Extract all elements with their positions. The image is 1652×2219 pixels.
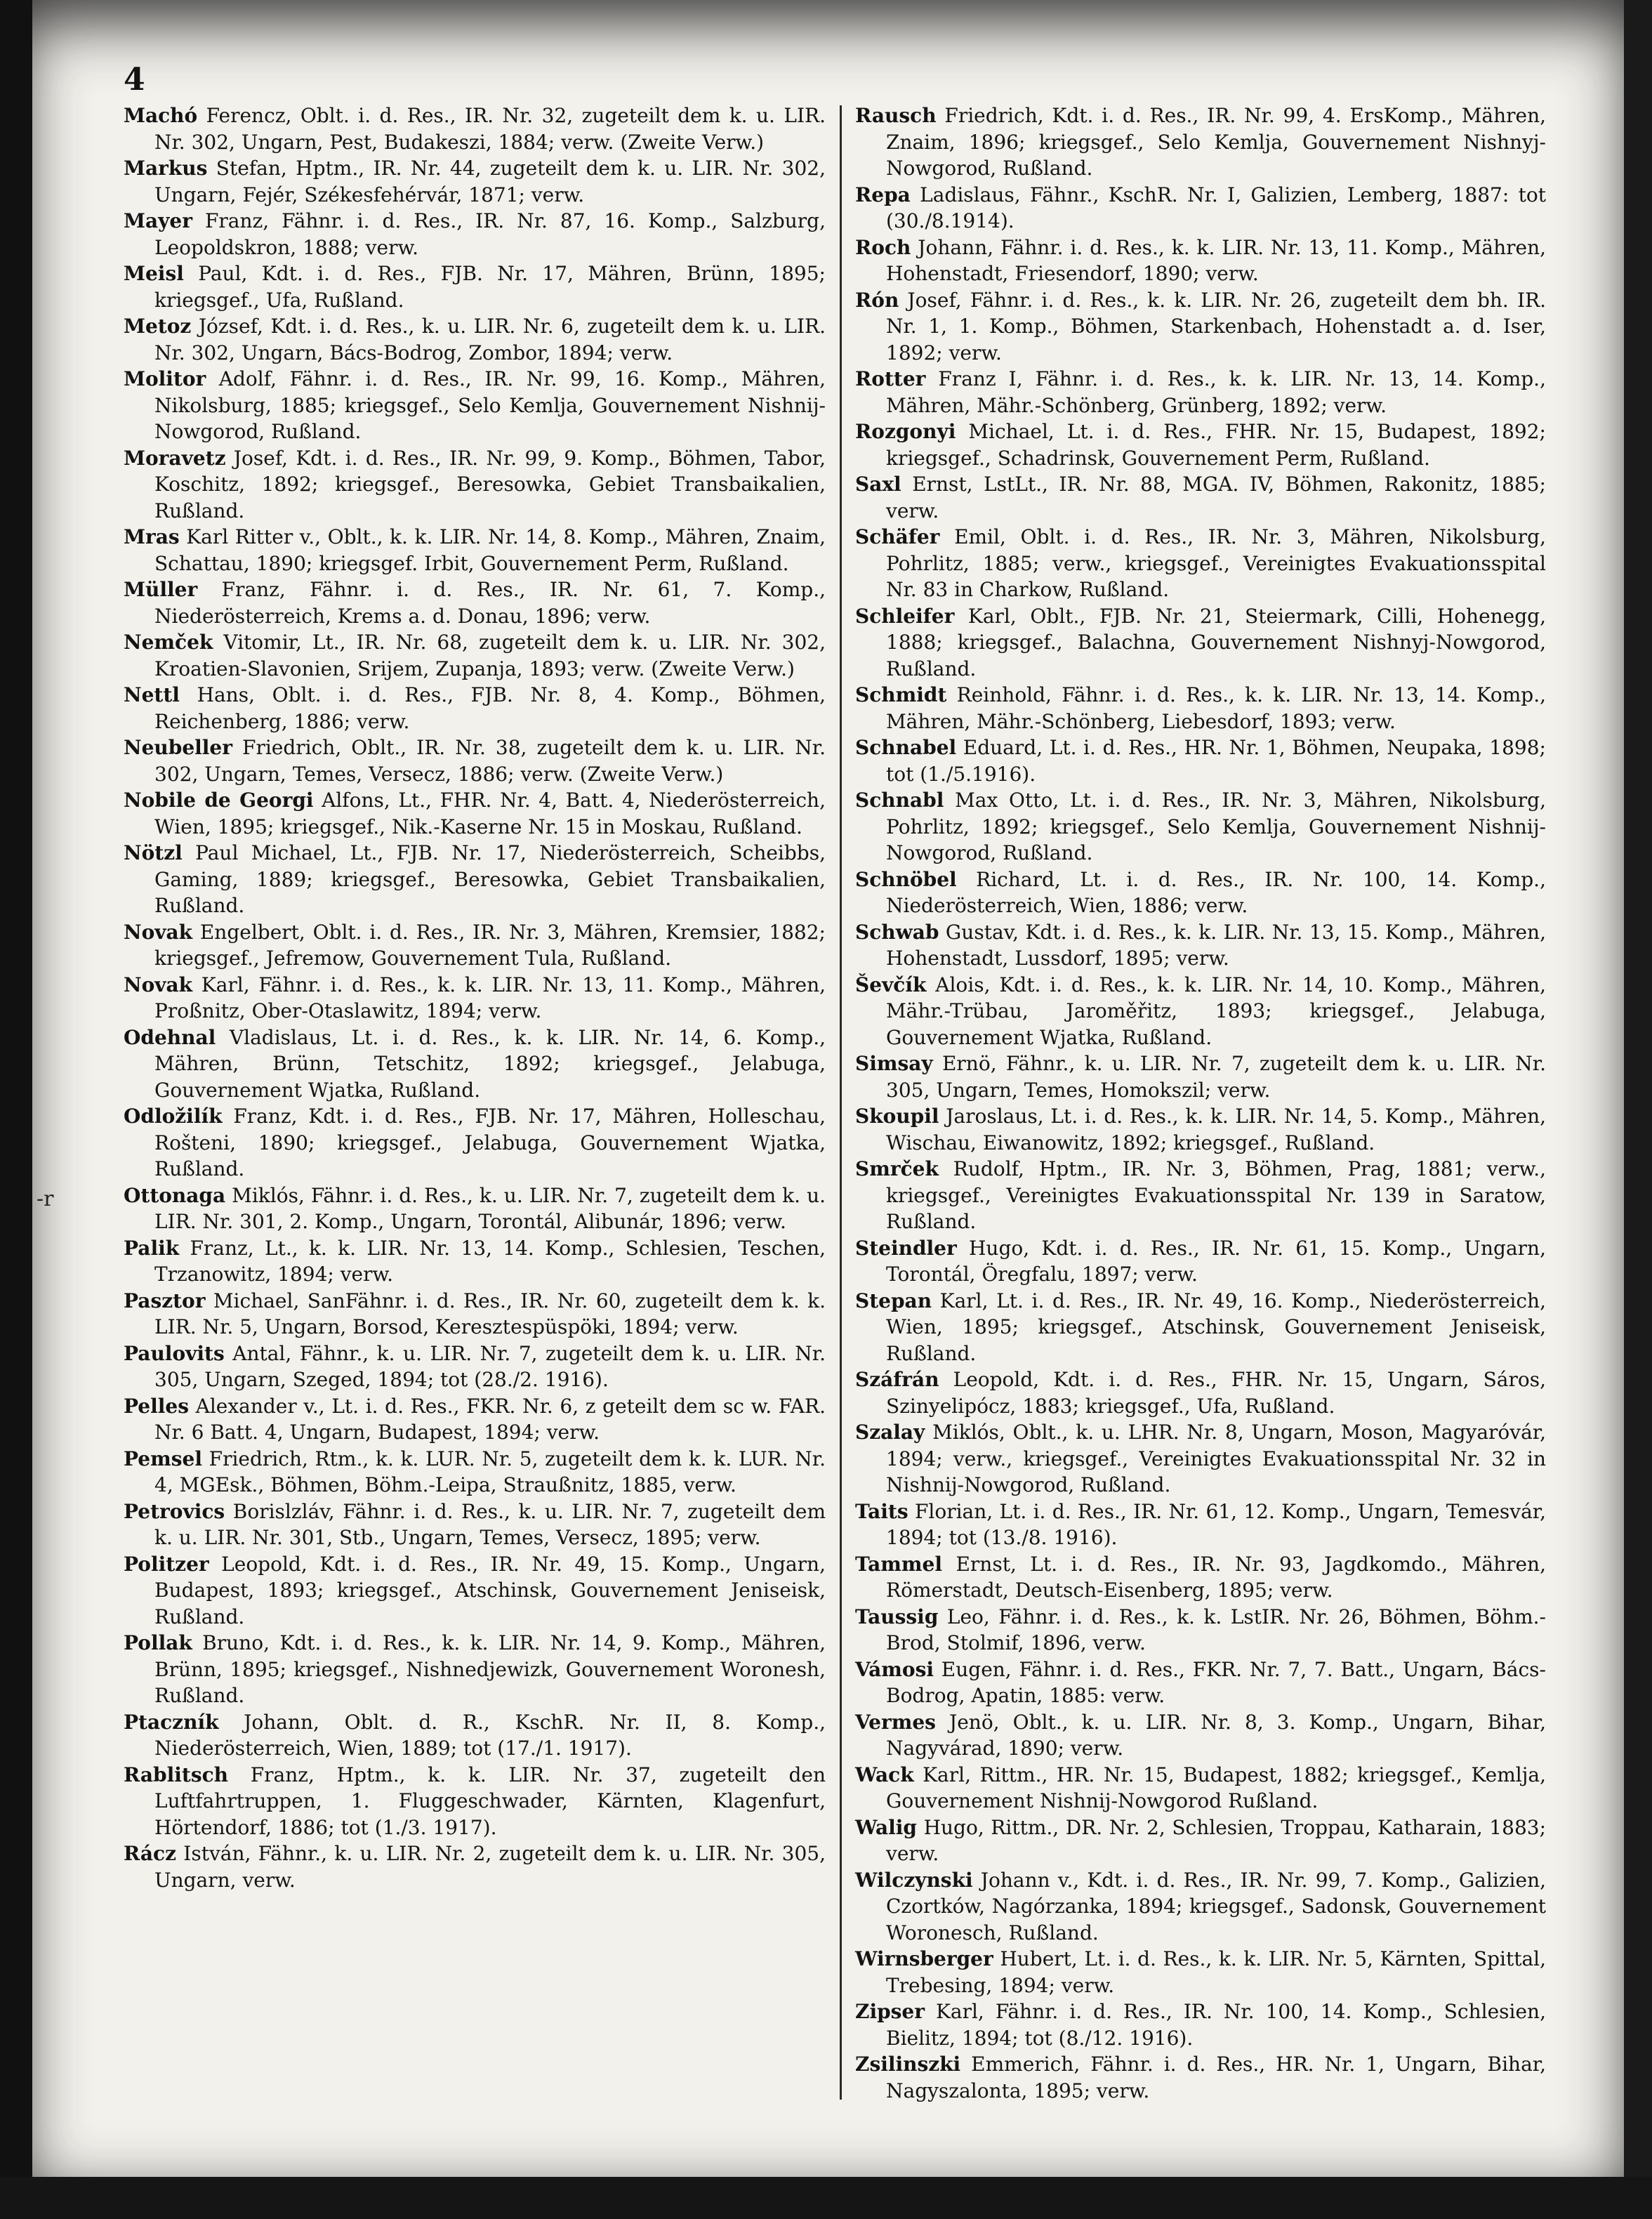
- margin-mark: -r: [37, 1187, 54, 1211]
- roster-entry: [855, 787, 1546, 867]
- roster-entry: [855, 1499, 1546, 1551]
- roster-entry: [855, 1946, 1546, 1999]
- entry-surname: Steindler: [855, 1236, 957, 1260]
- entry-surname: Novak: [124, 973, 193, 996]
- roster-entry: [855, 1604, 1546, 1657]
- roster-entry: [124, 1630, 826, 1709]
- roster-entry: [124, 577, 826, 629]
- entry-surname: Vermes: [855, 1710, 936, 1734]
- roster-entry: [855, 524, 1546, 603]
- entry-details: Reinhold, Fähnr. i. d. Res., k. k. LIR. Nr. 13, 14. Komp., Mähren, Mähr.-Schönberg, Liebesdorf, 1893; verw.: [886, 683, 1546, 733]
- entry-surname: Mayer: [124, 209, 192, 232]
- entry-details: Max Otto, Lt. i. d. Res., IR. Nr. 3, Mähren, Nikolsburg, Pohrlitz, 1892; kriegsgef., Selo Kemlja, Gouvernement Nishnij-Nowgorod, Rußland.: [886, 789, 1546, 864]
- entry-surname: Taits: [855, 1499, 908, 1523]
- roster-entry: [124, 1841, 826, 1893]
- entry-surname: Rozgonyi: [855, 420, 956, 443]
- entry-details: Karl, Rittm., HR. Nr. 15, Budapest, 1882; kriegsgef., Kemlja, Gouvernement Nishnij-Nowgorod Rußland.: [886, 1763, 1546, 1812]
- entry-details: Engelbert, Oblt. i. d. Res., IR. Nr. 3, Mähren, Kremsier, 1882; kriegsgef., Jefremow, Gouvernement Tula, Rußland.: [154, 920, 826, 970]
- entry-details: Karl, Oblt., FJB. Nr. 21, Steiermark, Cilli, Hohenegg, 1888; kriegsgef., Balachna, Gouvernement Nishnyj-Nowgorod, Rußland.: [886, 604, 1546, 680]
- entry-surname: Száfrán: [855, 1368, 939, 1391]
- entry-surname: Petrovics: [124, 1499, 225, 1523]
- entry-details: Friedrich, Rtm., k. k. LUR. Nr. 5, zugeteilt dem k. k. LUR. Nr. 4, MGEsk., Böhmen, Böhm.-Leipa, Straußnitz, 1885, verw.: [154, 1447, 826, 1496]
- roster-entry: [855, 1419, 1546, 1499]
- entry-surname: Pollak: [124, 1631, 192, 1654]
- roster-entry: [124, 208, 826, 261]
- entry-surname: Walig: [855, 1815, 918, 1839]
- scan-edge-right: [1624, 0, 1652, 2219]
- roster-entry: [855, 972, 1546, 1051]
- entry-details: Johann, Fähnr. i. d. Res., k. k. LIR. Nr. 13, 11. Komp., Mähren, Hohenstadt, Friesendorf, 1890; verw.: [886, 235, 1546, 285]
- entry-surname: Novak: [124, 920, 193, 944]
- entry-details: Franz, Kdt. i. d. Res., FJB. Nr. 17, Mähren, Holleschau, Rošteni, 1890; kriegsgef., Jelabuga, Gouvernement Wjatka, Rußland.: [154, 1105, 826, 1180]
- entry-details: Vladislaus, Lt. i. d. Res., k. k. LIR. Nr. 14, 6. Komp., Mähren, Brünn, Tetschitz, 1892; kriegsgef., Jelabuga, Gouvernement Wjatka, Rußland.: [154, 1025, 826, 1102]
- entry-surname: Repa: [855, 183, 911, 206]
- entry-details: Emil, Oblt. i. d. Res., IR. Nr. 3, Mähren, Nikolsburg, Pohrlitz, 1885; verw., kriegsgef., Vereinigtes Evakuationsspital Nr. 83 in Charkow, Rußland.: [886, 525, 1546, 601]
- entry-surname: Schäfer: [855, 525, 940, 548]
- entry-details: Miklós, Oblt., k. u. LHR. Nr. 8, Ungarn, Moson, Magyaróvár, 1894; verw., kriegsgef., Vereinigtes Evakuationsspital Nr. 32 in Nishnij-Nowgorod, Rußland.: [886, 1421, 1546, 1496]
- entry-details: Franz, Hptm., k. k. LIR. Nr. 37, zugeteilt den Luftfahrtruppen, 1. Fluggeschwader, Kärnten, Klagenfurt, Hörtendorf, 1886; tot (1./3. 1917).: [154, 1763, 826, 1839]
- entry-surname: Ottonaga: [124, 1183, 226, 1207]
- entry-surname: Nötzl: [124, 841, 183, 864]
- roster-entry: [855, 471, 1546, 524]
- entry-details: Alexander v., Lt. i. d. Res., FKR. Nr. 6, z geteilt dem sc w. FAR. Nr. 6 Batt. 4, Ungarn, Budapest, 1894; verw.: [154, 1394, 826, 1444]
- entry-details: Karl, Fähnr. i. d. Res., k. k. LIR. Nr. 13, 11. Komp., Mähren, Proßnitz, Ober-Otaslawitz, 1894; verw.: [154, 973, 826, 1022]
- entry-surname: Taussig: [855, 1605, 939, 1628]
- entry-details: Karl Ritter v., Oblt., k. k. LIR. Nr. 14, 8. Komp., Mähren, Znaim, Schattau, 1890; kriegsgef. Irbit, Gouvernement Perm, Rußland.: [154, 525, 826, 575]
- roster-entry: [124, 840, 826, 919]
- entry-surname: Schnöbel: [855, 867, 957, 891]
- entry-surname: Schmidt: [855, 683, 947, 706]
- right-column: [855, 103, 1546, 2104]
- entry-details: Stefan, Hptm., IR. Nr. 44, zugeteilt dem k. u. LIR. Nr. 302, Ungarn, Fejér, Székesfehérvár, 1871; verw.: [154, 157, 826, 206]
- roster-entry: [124, 787, 826, 840]
- entry-details: Johann, Oblt. d. R., KschR. Nr. II, 8. Komp., Niederösterreich, Wien, 1889; tot (17./1. 1917).: [154, 1710, 826, 1760]
- entry-surname: Politzer: [124, 1552, 209, 1576]
- entry-surname: Metoz: [124, 315, 192, 338]
- entry-details: Franz, Lt., k. k. LIR. Nr. 13, 14. Komp., Schlesien, Teschen, Trzanowitz, 1894; verw.: [154, 1236, 826, 1286]
- roster-entry: [855, 919, 1546, 972]
- entry-details: Friedrich, Oblt., IR. Nr. 38, zugeteilt dem k. u. LIR. Nr. 302, Ungarn, Temes, Versecz, 1886; verw. (Zweite Verw.): [154, 736, 826, 786]
- roster-entry: [855, 1288, 1546, 1367]
- entry-details: Michael, SanFähnr. i. d. Res., IR. Nr. 60, zugeteilt dem k. k. LIR. Nr. 5, Ungarn, Borsod, Keresztespüspöki, 1894; verw.: [154, 1289, 826, 1338]
- roster-entry: [124, 155, 826, 208]
- entry-details: Paul Michael, Lt., FJB. Nr. 17, Niederösterreich, Scheibbs, Gaming, 1889; kriegsgef., Beresowka, Gebiet Transbaikalien, Rußland.: [154, 841, 826, 917]
- entry-surname: Roch: [855, 235, 911, 259]
- roster-entry: [855, 1867, 1546, 1947]
- entry-surname: Nettl: [124, 683, 180, 706]
- roster-entry: [124, 313, 826, 366]
- scan-edge-left: [0, 0, 32, 2219]
- roster-entry: [124, 1393, 826, 1446]
- entry-details: Borislzláv, Fähnr. i. d. Res., k. u. LIR. Nr. 7, zugeteilt dem k. u. LIR. Nr. 301, Stb., Ungarn, Temes, Versecz, 1895; verw.: [154, 1499, 826, 1549]
- entry-details: Hugo, Kdt. i. d. Res., IR. Nr. 61, 15. Komp., Ungarn, Torontál, Öregfalu, 1897; verw.: [886, 1236, 1546, 1286]
- roster-entry: [124, 735, 826, 787]
- entry-surname: Odehnal: [124, 1025, 216, 1049]
- entry-surname: Wack: [855, 1763, 914, 1786]
- entry-surname: Machó: [124, 104, 198, 127]
- entry-surname: Nemček: [124, 631, 213, 654]
- roster-entry: [855, 235, 1546, 287]
- entry-surname: Zipser: [855, 2000, 925, 2023]
- entry-details: Jaroslaus, Lt. i. d. Res., k. k. LIR. Nr. 14, 5. Komp., Mähren, Wischau, Eiwanowitz, 1892; kriegsgef., Rußland.: [886, 1105, 1546, 1154]
- entry-details: Eduard, Lt. i. d. Res., HR. Nr. 1, Böhmen, Neupaka, 1898; tot (1./5.1916).: [886, 736, 1546, 786]
- entry-surname: Palik: [124, 1236, 180, 1260]
- entry-details: Alfons, Lt., FHR. Nr. 4, Batt. 4, Niederösterreich, Wien, 1895; kriegsgef., Nik.-Kaserne Nr. 15 in Moskau, Rußland.: [154, 789, 826, 838]
- roster-entry: [855, 867, 1546, 919]
- entry-details: Johann v., Kdt. i. d. Res., IR. Nr. 99, 7. Komp., Galizien, Czortków, Nagórzanka, 1894; kriegsgef., Sadonsk, Gouvernement Woronesch, Rußland.: [886, 1868, 1546, 1944]
- entry-surname: Zsilinszki: [855, 2053, 961, 2076]
- entry-surname: Schleifer: [855, 604, 955, 628]
- page-number: 4: [124, 62, 145, 98]
- roster-entry: [124, 1446, 826, 1499]
- entry-surname: Markus: [124, 157, 208, 180]
- roster-entry: [124, 1288, 826, 1341]
- roster-entry: [855, 1657, 1546, 1709]
- entry-surname: Nobile de Georgi: [124, 789, 314, 812]
- entry-details: Jenö, Oblt., k. u. LIR. Nr. 8, 3. Komp., Ungarn, Bihar, Nagyvárad, 1890; verw.: [886, 1710, 1546, 1760]
- roster-entry: [855, 1999, 1546, 2051]
- roster-entry: [124, 103, 826, 155]
- entry-details: Franz, Fähnr. i. d. Res., IR. Nr. 61, 7. Komp., Niederösterreich, Krems a. d. Donau, 1896; verw.: [154, 578, 826, 628]
- roster-entry: [855, 103, 1546, 182]
- column-divider: [840, 105, 842, 2100]
- entry-details: Hans, Oblt. i. d. Res., FJB. Nr. 8, 4. Komp., Böhmen, Reichenberg, 1886; verw.: [154, 683, 826, 733]
- entry-surname: Smrček: [855, 1157, 939, 1180]
- entry-details: Hubert, Lt. i. d. Res., k. k. LIR. Nr. 5, Kärnten, Spittal, Trebesing, 1894; verw.: [886, 1947, 1546, 1997]
- entry-details: Miklós, Fähnr. i. d. Res., k. u. LIR. Nr. 7, zugeteilt dem k. u. LIR. Nr. 301, 2. Komp., Ungarn, Torontál, Alibunár, 1896; verw.: [154, 1183, 826, 1233]
- entry-surname: Moravetz: [124, 446, 226, 470]
- roster-entry: [124, 1551, 826, 1631]
- entry-details: Ernö, Fähnr., k. u. LIR. Nr. 7, zugeteilt dem k. u. LIR. Nr. 305, Ungarn, Temes, Homokszil; verw.: [886, 1052, 1546, 1102]
- entry-surname: Skoupil: [855, 1105, 939, 1128]
- entry-surname: Neubeller: [124, 736, 232, 759]
- entry-details: Franz, Fähnr. i. d. Res., IR. Nr. 87, 16. Komp., Salzburg, Leopoldskron, 1888; verw.: [154, 209, 826, 259]
- entry-surname: Schnabl: [855, 789, 944, 812]
- roster-entry: [124, 1103, 826, 1183]
- entry-details: Hugo, Rittm., DR. Nr. 2, Schlesien, Troppau, Katharain, 1883; verw.: [886, 1815, 1546, 1865]
- roster-entry: [855, 2051, 1546, 2104]
- entry-details: Richard, Lt. i. d. Res., IR. Nr. 100, 14. Komp., Niederösterreich, Wien, 1886; verw.: [886, 867, 1546, 917]
- entry-surname: Szalay: [855, 1421, 925, 1444]
- entry-surname: Ševčík: [855, 973, 927, 996]
- entry-details: Bruno, Kdt. i. d. Res., k. k. LIR. Nr. 14, 9. Komp., Mähren, Brünn, 1895; kriegsgef., Nishnedjewizk, Gouvernement Woronesh, Rußland.: [154, 1631, 826, 1707]
- entry-surname: Rácz: [124, 1842, 177, 1865]
- entry-details: Friedrich, Kdt. i. d. Res., IR. Nr. 99, 4. ErsKomp., Mähren, Znaim, 1896; kriegsgef., Selo Kemlja, Gouvernement Nishnyj-Nowgorod, Rußland.: [886, 104, 1546, 180]
- entry-surname: Odložilík: [124, 1105, 223, 1128]
- entry-details: Josef, Kdt. i. d. Res., IR. Nr. 99, 9. Komp., Böhmen, Tabor, Koschitz, 1892; kriegsgef., Beresowka, Gebiet Transbaikalien, Rußland.: [154, 446, 826, 522]
- entry-details: Ernst, LstLt., IR. Nr. 88, MGA. IV, Böhmen, Rakonitz, 1885; verw.: [886, 473, 1546, 522]
- roster-entry: [124, 1025, 826, 1104]
- entry-details: Karl, Fähnr. i. d. Res., IR. Nr. 100, 14. Komp., Schlesien, Bielitz, 1894; tot (8./12. 1916).: [886, 2000, 1546, 2050]
- roster-entry: [855, 1103, 1546, 1156]
- roster-entry: [124, 629, 826, 682]
- entry-details: Antal, Fähnr., k. u. LIR. Nr. 7, zugeteilt dem k. u. LIR. Nr. 305, Ungarn, Szeged, 1894; tot (28./2. 1916).: [154, 1341, 826, 1391]
- roster-entry: [124, 261, 826, 313]
- roster-entry: [124, 524, 826, 577]
- entry-surname: Rón: [855, 288, 899, 312]
- entry-details: Rudolf, Hptm., IR. Nr. 3, Böhmen, Prag, 1881; verw., kriegsgef., Vereinigtes Evakuationsspital Nr. 139 in Saratow, Rußland.: [886, 1157, 1546, 1233]
- roster-entry: [855, 1051, 1546, 1103]
- roster-entry: [855, 735, 1546, 787]
- entry-details: Paul, Kdt. i. d. Res., FJB. Nr. 17, Mähren, Brünn, 1895; kriegsgef., Ufa, Rußland.: [154, 262, 826, 312]
- roster-entry: [855, 1762, 1546, 1815]
- entry-surname: Pelles: [124, 1394, 189, 1418]
- roster-entry: [855, 1551, 1546, 1604]
- roster-entry: [855, 1367, 1546, 1419]
- roster-entry: [855, 182, 1546, 235]
- entry-surname: Rotter: [855, 367, 926, 390]
- roster-entry: [124, 972, 826, 1025]
- roster-entry: [855, 287, 1546, 367]
- entry-details: Franz I, Fähnr. i. d. Res., k. k. LIR. Nr. 13, 14. Komp., Mähren, Mähr.-Schönberg, Grünberg, 1892; verw.: [886, 367, 1546, 417]
- roster-entry: [855, 682, 1546, 735]
- entry-details: Leopold, Kdt. i. d. Res., FHR. Nr. 15, Ungarn, Sáros, Szinyelipócz, 1883; kriegsgef., Ufa, Rußland.: [886, 1368, 1546, 1418]
- entry-details: Adolf, Fähnr. i. d. Res., IR. Nr. 99, 16. Komp., Mähren, Nikolsburg, 1885; kriegsgef., Selo Kemlja, Gouvernement Nishnij-Nowgorod, Rußland.: [154, 367, 826, 443]
- entry-surname: Rablitsch: [124, 1763, 229, 1786]
- entry-details: Michael, Lt. i. d. Res., FHR. Nr. 15, Budapest, 1892; kriegsgef., Schadrinsk, Gouvernement Perm, Rußland.: [886, 420, 1546, 470]
- roster-entry: [124, 682, 826, 735]
- entry-surname: Pemsel: [124, 1447, 202, 1470]
- roster-entry: [855, 1815, 1546, 1867]
- entry-details: Leo, Fähnr. i. d. Res., k. k. LstIR. Nr. 26, Böhmen, Böhm.-Brod, Stolmif, 1896, verw.: [886, 1605, 1546, 1654]
- roster-entry: [855, 1235, 1546, 1288]
- roster-entry: [124, 1762, 826, 1841]
- entry-details: Karl, Lt. i. d. Res., IR. Nr. 49, 16. Komp., Niederösterreich, Wien, 1895; kriegsgef., Atschinsk, Gouvernement Jeniseisk, Rußland.: [886, 1289, 1546, 1365]
- roster-entry: [124, 1499, 826, 1551]
- entry-details: Florian, Lt. i. d. Res., IR. Nr. 61, 12. Komp., Ungarn, Temesvár, 1894; tot (13./8. 1916).: [886, 1499, 1546, 1549]
- roster-entry: [124, 1709, 826, 1762]
- roster-entry: [855, 1709, 1546, 1762]
- entry-details: Ladislaus, Fähnr., KschR. Nr. I, Galizien, Lemberg, 1887: tot (30./8.1914).: [886, 183, 1546, 232]
- entry-details: Josef, Fähnr. i. d. Res., k. k. LIR. Nr. 26, zugeteilt dem bh. IR. Nr. 1, 1. Komp., Böhmen, Starkenbach, Hohenstadt a. d. Iser, 1892; verw.: [886, 288, 1546, 364]
- entry-surname: Molitor: [124, 367, 206, 390]
- scan-edge-bottom: [0, 2177, 1652, 2219]
- entry-surname: Stepan: [855, 1289, 932, 1312]
- entry-surname: Schwab: [855, 920, 939, 944]
- entry-surname: Vámosi: [855, 1657, 934, 1681]
- entry-details: Eugen, Fähnr. i. d. Res., FKR. Nr. 7, 7. Batt., Ungarn, Bács-Bodrog, Apatin, 1885: verw.: [886, 1657, 1546, 1707]
- entry-details: István, Fähnr., k. u. LIR. Nr. 2, zugeteilt dem k. u. LIR. Nr. 305, Ungarn, verw.: [154, 1842, 826, 1892]
- entry-details: József, Kdt. i. d. Res., k. u. LIR. Nr. 6, zugeteilt dem k. u. LIR. Nr. 302, Ungarn, Bács-Bodrog, Zombor, 1894; verw.: [154, 315, 826, 364]
- entry-surname: Wilczynski: [855, 1868, 973, 1892]
- roster-entry: [124, 1235, 826, 1288]
- roster-entry: [124, 1183, 826, 1235]
- entry-surname: Mras: [124, 525, 180, 548]
- entry-details: Vitomir, Lt., IR. Nr. 68, zugeteilt dem k. u. LIR. Nr. 302, Kroatien-Slavonien, Srijem, Zupanja, 1893; verw. (Zweite Verw.): [154, 631, 826, 680]
- entry-surname: Wirnsberger: [855, 1947, 993, 1970]
- roster-entry: [124, 1341, 826, 1393]
- entry-surname: Pasztor: [124, 1289, 206, 1312]
- entry-surname: Paulovits: [124, 1341, 225, 1365]
- entry-surname: Schnabel: [855, 736, 957, 759]
- entry-details: Emmerich, Fähnr. i. d. Res., HR. Nr. 1, Ungarn, Bihar, Nagyszalonta, 1895; verw.: [886, 2053, 1546, 2102]
- entry-details: Gustav, Kdt. i. d. Res., k. k. LIR. Nr. 13, 15. Komp., Mähren, Hohenstadt, Lussdorf, 1895; verw.: [886, 920, 1546, 970]
- roster-entry: [855, 366, 1546, 419]
- entry-surname: Meisl: [124, 262, 184, 285]
- roster-entry: [124, 919, 826, 972]
- roster-entry: [124, 366, 826, 445]
- roster-entry: [124, 445, 826, 525]
- entry-surname: Ptaczník: [124, 1710, 219, 1734]
- entry-surname: Tammel: [855, 1552, 943, 1576]
- entry-details: Ernst, Lt. i. d. Res., IR. Nr. 93, Jagdkomdo., Mähren, Römerstadt, Deutsch-Eisenberg, 1895; verw.: [886, 1552, 1546, 1602]
- entry-surname: Rausch: [855, 104, 937, 127]
- entry-details: Ferencz, Oblt. i. d. Res., IR. Nr. 32, zugeteilt dem k. u. LIR. Nr. 302, Ungarn, Pest, Budakeszi, 1884; verw. (Zweite Verw.): [154, 104, 826, 154]
- entry-details: Leopold, Kdt. i. d. Res., IR. Nr. 49, 15. Komp., Ungarn, Budapest, 1893; kriegsgef., Atschinsk, Gouvernement Jeniseisk, Rußland.: [154, 1552, 826, 1628]
- entry-surname: Müller: [124, 578, 198, 601]
- entry-details: Alois, Kdt. i. d. Res., k. k. LIR. Nr. 14, 10. Komp., Mähren, Mähr.-Trübau, Jaroměřitz, 1893; kriegsgef., Jelabuga, Gouvernement Wjatka, Rußland.: [886, 973, 1546, 1049]
- entry-surname: Simsay: [855, 1052, 933, 1075]
- roster-entry: [855, 1156, 1546, 1235]
- roster-entry: [855, 603, 1546, 683]
- left-column: [124, 103, 826, 1893]
- entry-surname: Saxl: [855, 473, 901, 496]
- roster-entry: [855, 419, 1546, 471]
